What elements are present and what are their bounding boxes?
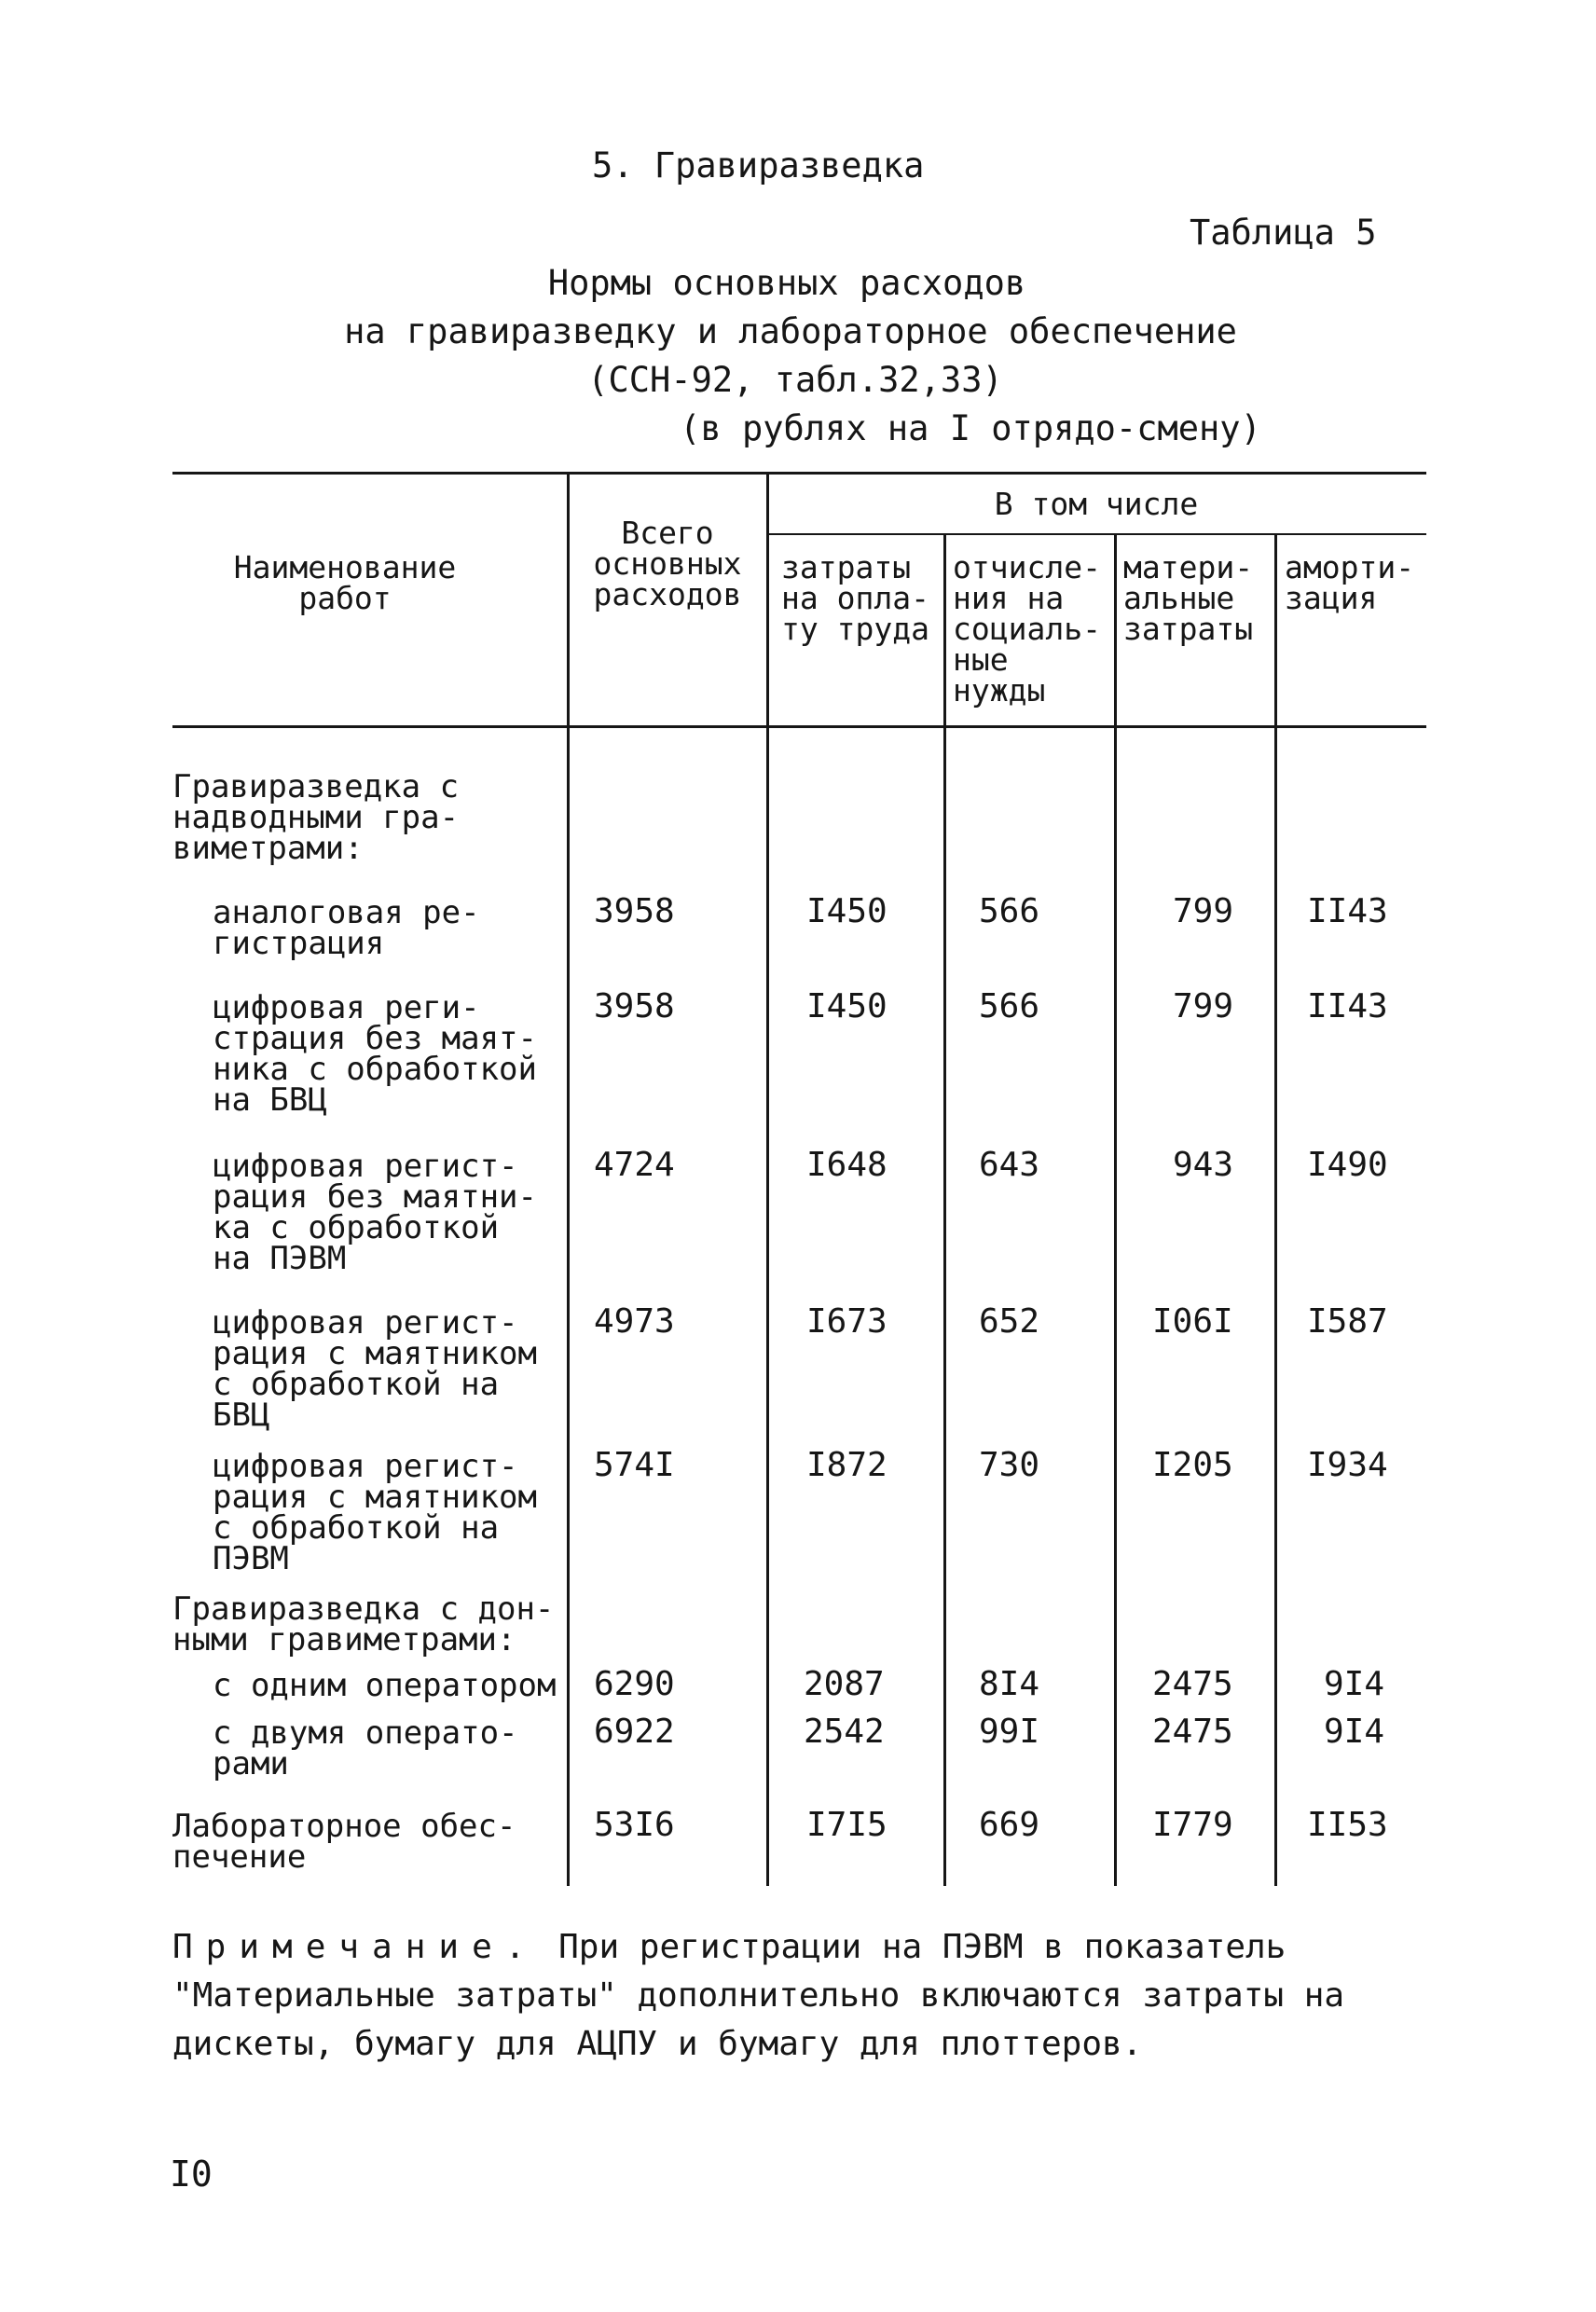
row-name: с одним оператором <box>213 1667 557 1704</box>
cell-labor: 2087 <box>804 1665 885 1703</box>
cell-materials: I779 <box>1152 1806 1233 1844</box>
cell-labor: I450 <box>806 892 887 930</box>
row-name: цифровая реги- страция без маят- ника с обработкой на БВЦ <box>213 989 537 1119</box>
cell-labor: 2542 <box>804 1713 885 1751</box>
header-social: отчисле- ния на социаль- ные нужды <box>953 549 1101 709</box>
cell-labor: I648 <box>806 1146 887 1184</box>
note-text: При регистрации на ПЭВМ в показатель "Материальные затраты" дополнительно включаются затраты на дискеты, бумагу для АЦПУ и бумагу для плоттеров. <box>172 1928 1345 2063</box>
cell-amortization: II43 <box>1307 892 1388 930</box>
cell-amortization: I587 <box>1307 1302 1388 1341</box>
column-divider-5 <box>1274 534 1277 1886</box>
header-amortization: аморти- зация <box>1285 549 1415 616</box>
cell-social: 643 <box>979 1146 1040 1184</box>
row-name: Лабораторное обес- печение <box>172 1808 516 1876</box>
header-materials: матери- альные затраты <box>1123 549 1254 647</box>
cell-total: 6922 <box>594 1713 675 1751</box>
cell-materials: 799 <box>1173 987 1234 1025</box>
table-caption-line-3: (ССН-92, табл.32,33) <box>587 360 1003 400</box>
cell-amortization: 9I4 <box>1324 1713 1385 1751</box>
cell-amortization: 9I4 <box>1324 1665 1385 1703</box>
table-caption-line-1: Нормы основных расходов <box>547 263 1026 303</box>
cell-total: 4724 <box>594 1146 675 1184</box>
section-title: 5. Гравиразведка <box>592 145 925 186</box>
cell-total: 53I6 <box>594 1806 675 1844</box>
cell-materials: 943 <box>1173 1146 1234 1184</box>
table-caption-line-2: на гравиразведку и лабораторное обеспечение <box>344 311 1237 351</box>
row-name: с двумя операто- рами <box>213 1714 518 1782</box>
cell-total: 6290 <box>594 1665 675 1703</box>
cell-amortization: II53 <box>1307 1806 1388 1844</box>
cell-total: 3958 <box>594 892 675 930</box>
row-name: аналоговая ре- гистрация <box>213 894 480 962</box>
cell-amortization: I934 <box>1307 1446 1388 1484</box>
cell-total: 3958 <box>594 987 675 1025</box>
row-name: Гравиразведка с дон- ными гравиметрами: <box>172 1590 555 1658</box>
table-note <box>172 1923 1422 2069</box>
header-bottom-rule <box>172 725 1426 728</box>
column-divider-4 <box>1114 534 1117 1886</box>
cell-amortization: I490 <box>1307 1146 1388 1184</box>
cell-materials: 2475 <box>1152 1713 1233 1751</box>
cell-materials: I205 <box>1152 1446 1233 1484</box>
cell-materials: 2475 <box>1152 1665 1233 1703</box>
cell-social: 8I4 <box>979 1665 1040 1703</box>
cell-social: 652 <box>979 1302 1040 1341</box>
header-total: Всего основных расходов <box>593 515 742 612</box>
column-divider-3 <box>943 534 946 1886</box>
row-name: цифровая регист- рация с маятником с обработкой на ПЭВМ <box>213 1448 537 1577</box>
column-divider-1 <box>567 474 570 1886</box>
cell-labor: I872 <box>806 1446 887 1484</box>
page-number: I0 <box>170 2154 213 2195</box>
header-labor: затраты на опла- ту труда <box>781 549 929 647</box>
cell-total: 574I <box>594 1446 675 1484</box>
cell-materials: 799 <box>1173 892 1234 930</box>
header-name: Наименование работ <box>233 549 457 616</box>
cell-materials: I06I <box>1152 1302 1233 1341</box>
table-top-rule <box>172 472 1426 475</box>
cell-labor: I450 <box>806 987 887 1025</box>
column-divider-2 <box>766 474 769 1886</box>
cell-total: 4973 <box>594 1302 675 1341</box>
group-header-rule <box>767 533 1426 535</box>
cell-labor: I673 <box>806 1302 887 1341</box>
cell-amortization: II43 <box>1307 987 1388 1025</box>
row-name: цифровая регист- рация с маятником с обработкой на БВЦ <box>213 1304 537 1434</box>
cell-social: 730 <box>979 1446 1040 1484</box>
cell-social: 566 <box>979 892 1040 930</box>
cell-social: 669 <box>979 1806 1040 1844</box>
cell-labor: I7I5 <box>806 1806 887 1844</box>
row-name: Гравиразведка с надводными гра- виметрами: <box>172 768 460 867</box>
header-group: В том числе <box>994 486 1199 522</box>
cell-social: 99I <box>979 1713 1040 1751</box>
table-caption-line-4: (в рублях на I отрядо-смену) <box>680 408 1261 448</box>
table-label: Таблица 5 <box>1190 213 1377 253</box>
note-lead: Примечание. <box>172 1928 539 1966</box>
row-name: цифровая регист- рация без маятни- ка с обработкой на ПЭВМ <box>213 1148 537 1277</box>
cell-social: 566 <box>979 987 1040 1025</box>
